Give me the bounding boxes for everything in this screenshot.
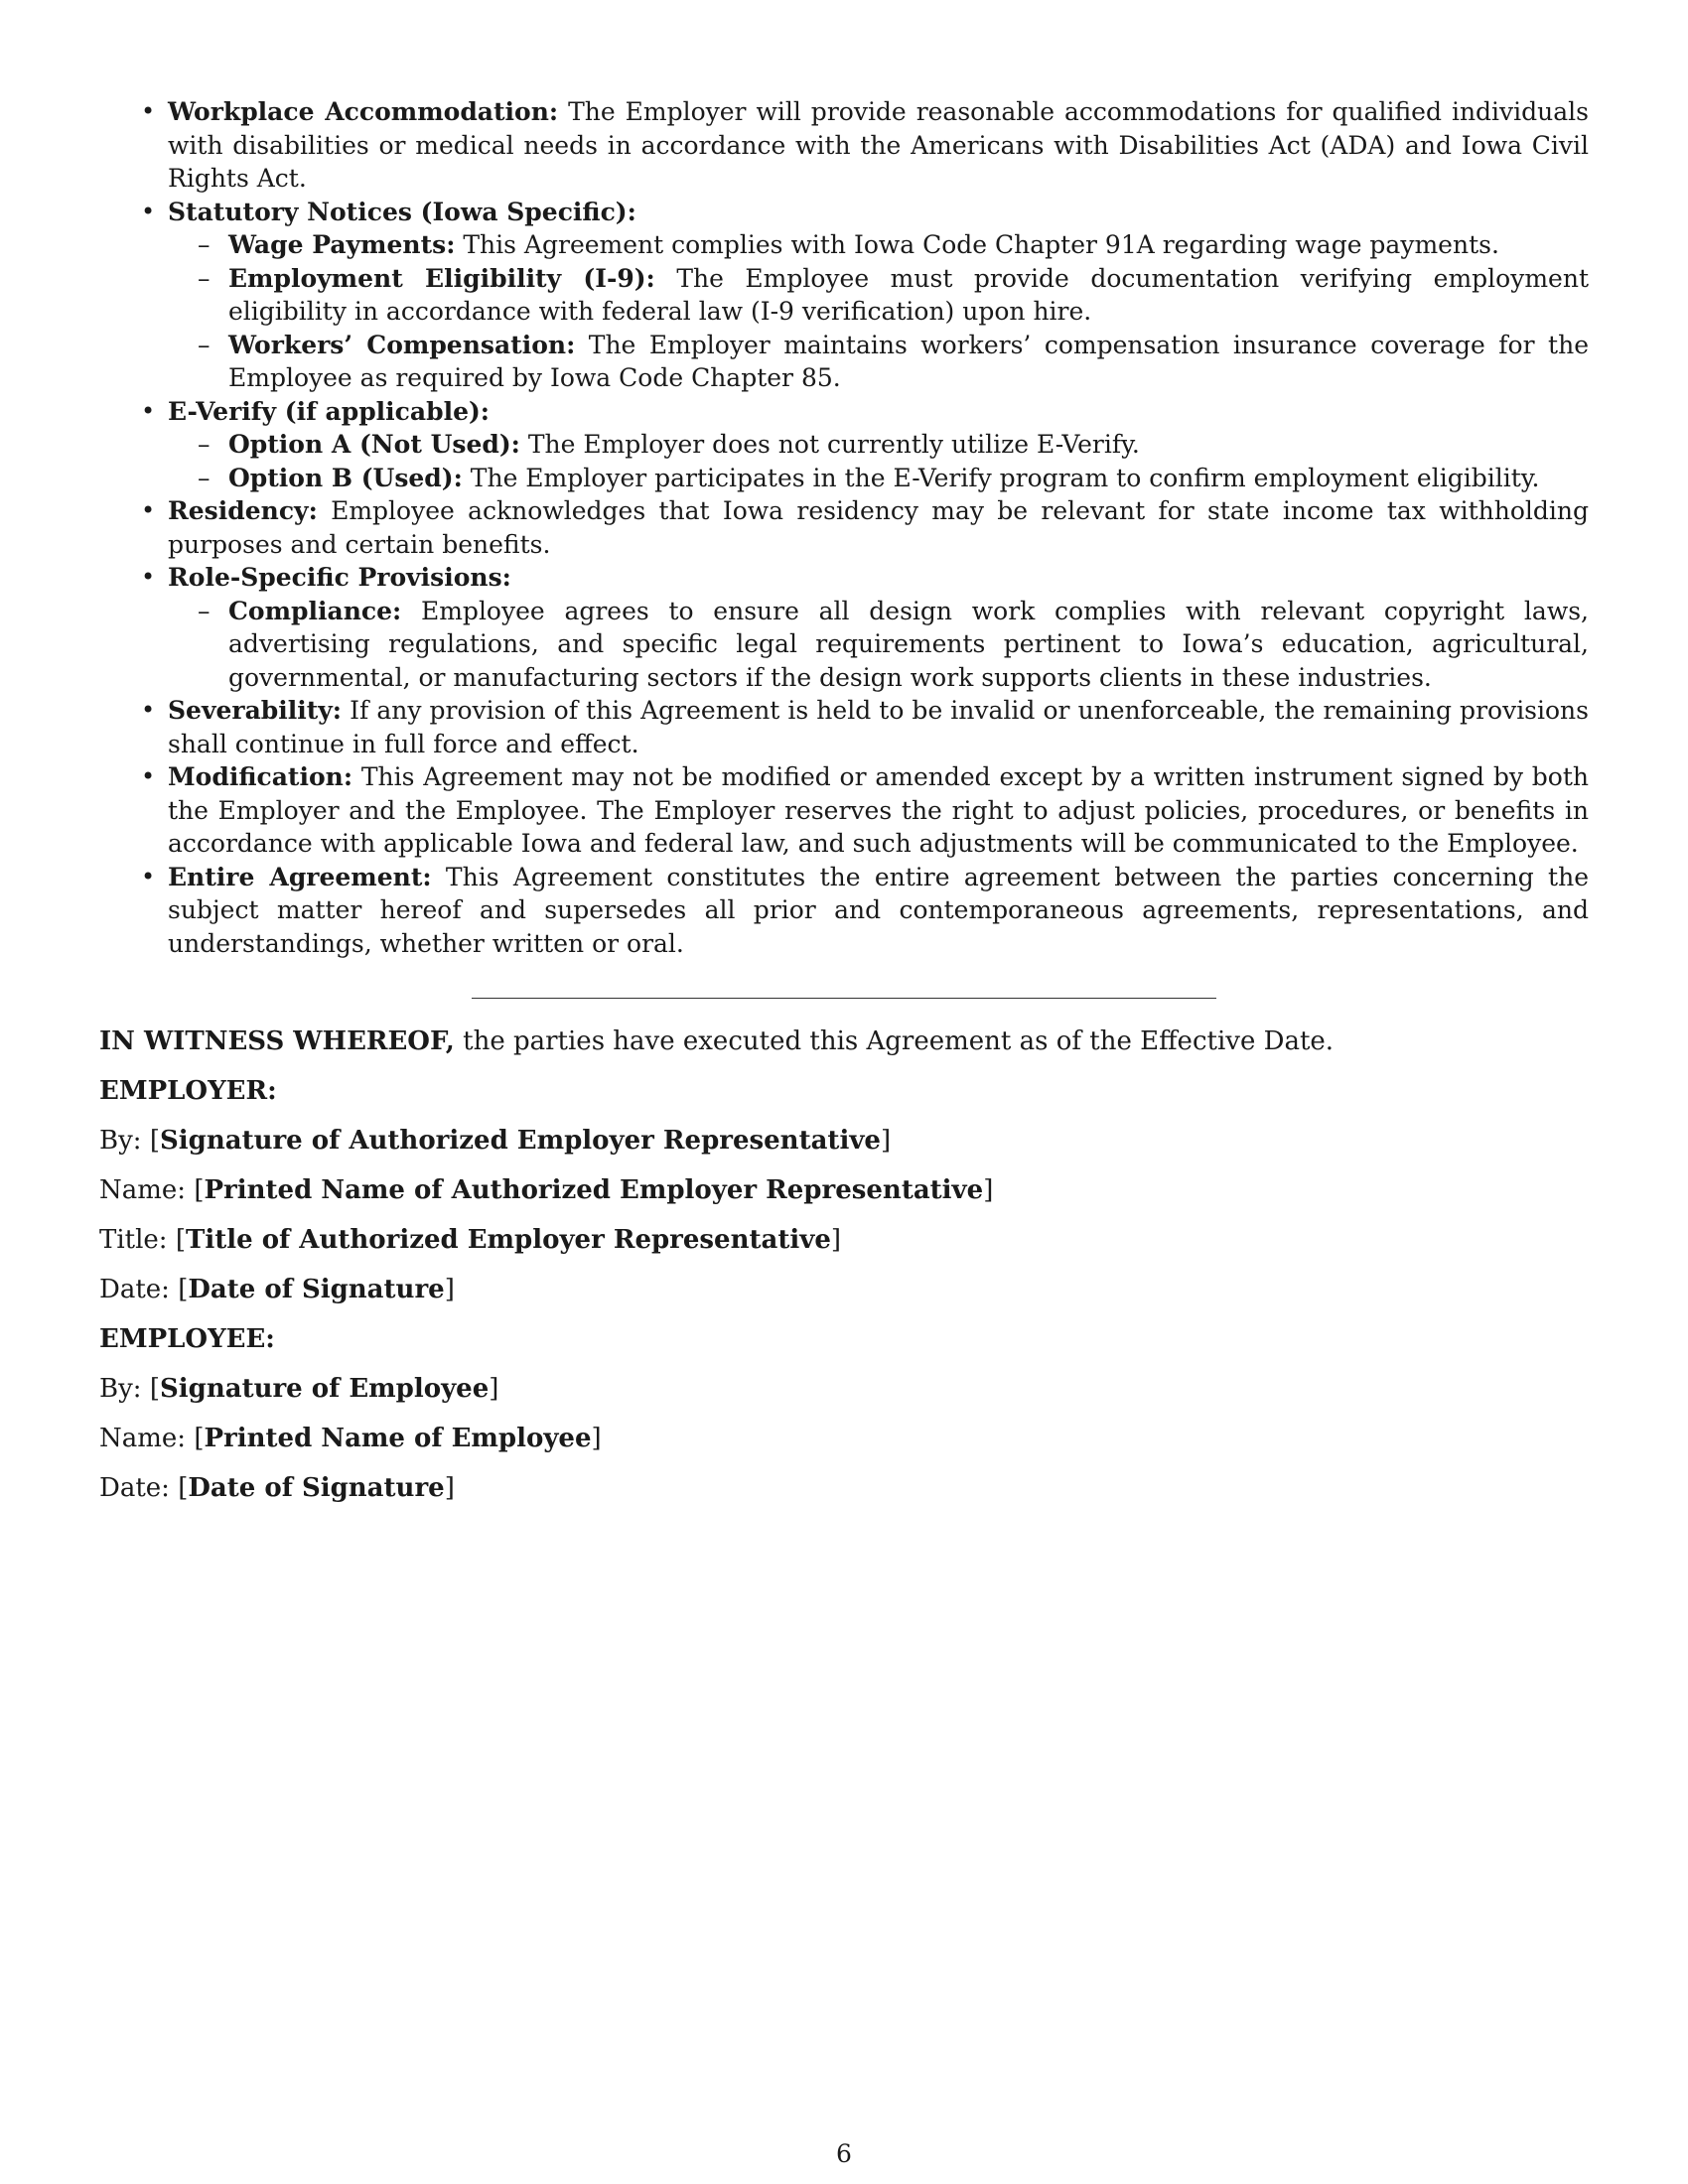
subprovision-employment-eligibility (168, 262, 1589, 329)
subprovision-text: Employee agrees to ensure all design work complies with relevant copyright laws, advertising regulations, and specific legal requirements pertinent to Iowa’s education, agricultural, governmental, or manufacturing sectors if the design work supports clients in these industries. (228, 596, 1589, 692)
provision-role-specific (99, 561, 1589, 694)
provision-statutory-notices (99, 196, 1589, 395)
employer-by-line: By: [Signature of Authorized Employer Representative] (99, 1126, 892, 1156)
subprovision-text: The Employer maintains workers’ compensation insurance coverage for the Employee as required by Iowa Code Chapter 85. (228, 330, 1589, 392)
provision-text: The Employer will provide reasonable accommodations for qualified individuals with disabilities or medical needs in accordance with the Americans with Disabilities Act (ADA) and Iowa Civil Rights Act. (168, 97, 1589, 193)
field-label: Name: (99, 1424, 195, 1453)
subprovision-compliance (168, 595, 1589, 695)
employee-heading (99, 1322, 1589, 1356)
section-divider (472, 998, 1216, 999)
provision-label: E-Verify (if applicable): (168, 396, 491, 426)
employee-heading-text: EMPLOYEE: (99, 1324, 275, 1354)
field-label: By: (99, 1374, 150, 1404)
employer-heading (99, 1074, 1589, 1108)
provision-e-verify (99, 395, 1589, 495)
provision-modification (99, 760, 1589, 861)
witness-text: the parties have executed this Agreement as of the Effective Date. (454, 1026, 1335, 1056)
subprovision-text: This Agreement complies with Iowa Code Chapter 91A regarding wage payments. (455, 230, 1499, 259)
provision-text: If any provision of this Agreement is held to be invalid or unenforceable, the remaining provisions shall continue in full force and effect. (168, 696, 1589, 758)
employer-title-placeholder: Title of Authorized Employer Representative (186, 1225, 831, 1255)
employer-date-placeholder: Date of Signature (188, 1275, 445, 1304)
field-label: Date: (99, 1473, 179, 1503)
provision-entire-agreement (99, 861, 1589, 961)
field-label: Name: (99, 1175, 195, 1205)
document-page (99, 95, 1589, 1521)
provision-text: Employee acknowledges that Iowa residency may be relevant for state income tax withholding purposes and certain benefits. (168, 496, 1589, 559)
provision-text: This Agreement may not be modified or amended except by a written instrument signed by both the Employer and the Employee. The Employer reserves the right to adjust policies, procedures, or benefits in accordance with applicable Iowa and federal law, and such adjustments will be communicated to the Employee. (168, 762, 1589, 858)
provision-label: Modification: (168, 762, 353, 791)
subprovision-label: Wage Payments: (228, 230, 456, 259)
subprovision-option-b (168, 462, 1589, 495)
provision-label: Workplace Accommodation: (168, 97, 559, 126)
subprovision-label: Employment Eligibility (I-9): (228, 263, 655, 293)
provision-residency (99, 494, 1589, 561)
subprovision-text: The Employer participates in the E-Verify program to confirm employment eligibility. (462, 463, 1540, 492)
subprovision-label: Option A (Not Used): (228, 430, 520, 459)
field-label: Date: (99, 1275, 179, 1304)
provision-workplace-accommodation (99, 95, 1589, 196)
subprovision-label: Option B (Used): (228, 463, 463, 492)
subprovision-text: The Employee must provide documentation verifying employment eligibility in accordance with federal law (I-9 verification) upon hire. (228, 263, 1589, 326)
provision-label: Role-Specific Provisions: (168, 563, 511, 592)
employer-date-line: Date: [Date of Signature] (99, 1275, 455, 1304)
provision-severability (99, 694, 1589, 760)
field-label: Title: (99, 1225, 176, 1255)
employer-heading-text: EMPLOYER: (99, 1076, 277, 1106)
employee-date-placeholder: Date of Signature (188, 1473, 445, 1503)
provision-label: Residency: (168, 496, 318, 525)
employer-name-placeholder: Printed Name of Authorized Employer Representative (204, 1175, 984, 1205)
employee-name-line: Name: [Printed Name of Employee] (99, 1424, 602, 1453)
employer-title-line: Title: [Title of Authorized Employer Representative] (99, 1225, 842, 1255)
witness-statement (99, 1024, 1589, 1058)
subprovision-option-a (168, 428, 1589, 462)
provisions-list (99, 95, 1589, 960)
subprovision-label: Compliance: (228, 596, 402, 625)
provision-text: This Agreement constitutes the entire agreement between the parties concerning the subject matter hereof and supersedes all prior and contemporaneous agreements, representations, and understandings, whether written or oral. (168, 862, 1589, 958)
signature-block (99, 1024, 1589, 1505)
employer-name-line: Name: [Printed Name of Authorized Employer Representative] (99, 1175, 994, 1205)
subprovision-label: Workers’ Compensation: (228, 330, 576, 359)
provision-label: Entire Agreement: (168, 862, 432, 891)
provision-label: Statutory Notices (Iowa Specific): (168, 197, 636, 226)
subprovision-text: The Employer does not currently utilize E-Verify. (519, 430, 1140, 459)
subprovision-workers-compensation (168, 329, 1589, 395)
employee-by-line: By: [Signature of Employee] (99, 1374, 499, 1404)
employee-date-line: Date: [Date of Signature] (99, 1473, 455, 1503)
role-specific-sublist (168, 595, 1589, 695)
page-number: 6 (836, 2139, 852, 2168)
subprovision-wage-payments (168, 228, 1589, 262)
employer-signature-placeholder: Signature of Authorized Employer Representative (159, 1126, 881, 1156)
e-verify-sublist (168, 428, 1589, 494)
provision-label: Severability: (168, 696, 343, 725)
witness-lead: IN WITNESS WHEREOF, (99, 1026, 455, 1056)
employee-signature-placeholder: Signature of Employee (159, 1374, 490, 1404)
field-label: By: (99, 1126, 150, 1156)
statutory-notices-sublist (168, 228, 1589, 395)
employee-name-placeholder: Printed Name of Employee (204, 1424, 592, 1453)
